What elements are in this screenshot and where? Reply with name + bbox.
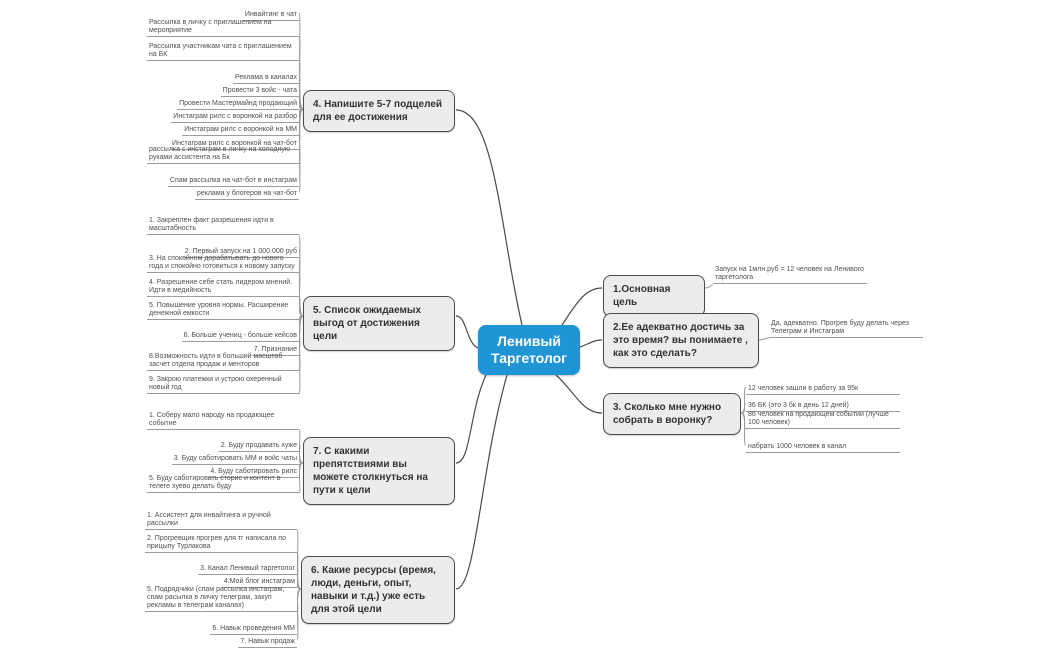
leaf-node[interactable]: 4. Разрешение себе стать лидером мнений. Идти в медийность bbox=[147, 279, 299, 297]
leaf-item bbox=[145, 512, 297, 530]
leaf-node[interactable]: Провести Мастермайнд продающий bbox=[177, 100, 299, 110]
leaf-item bbox=[147, 475, 299, 493]
leaf-node[interactable]: 1. Закреплен факт разрешения идти в масштабность bbox=[147, 217, 299, 235]
leaf-item bbox=[147, 376, 299, 394]
leaf-item bbox=[746, 435, 900, 453]
leaf-node[interactable]: реклама у блогеров на чат-бот bbox=[195, 190, 299, 200]
leaf-node[interactable]: 7. Навык продаж bbox=[238, 638, 297, 648]
leaf-node[interactable]: 4.Мой блог инстаграм bbox=[222, 578, 297, 588]
leaf-node[interactable]: 2. Буду продавать хуже bbox=[219, 442, 299, 452]
leaf-node[interactable]: Провести 3 войс - чата bbox=[221, 87, 299, 97]
leaf-node[interactable]: 86 человек на продающем событии (лучше 100 человек) bbox=[746, 411, 900, 429]
leaf-item bbox=[147, 302, 299, 320]
leaf-item bbox=[238, 630, 297, 648]
leaf-node[interactable]: 1. Соберу мало народу на продающее событие bbox=[147, 412, 299, 430]
leaf-node[interactable]: Инстаграм рилс с воронкой на чат-бот bbox=[170, 140, 299, 150]
leaf-node[interactable]: 36 БК (это 3 бк в день 12 дней) bbox=[746, 402, 900, 412]
topic-obstacles[interactable]: 7. С какими препятствиями вы можете столкнуться на пути к цели bbox=[303, 437, 455, 505]
leaf-node[interactable]: Запуск на 1млн.руб = 12 человек на Ленивого таргетолога bbox=[713, 266, 867, 284]
leaf-node[interactable]: 1. Ассистент для инвайтинга и ручной рассылки bbox=[145, 512, 297, 530]
leaf-node[interactable]: Рассылка участникам чата с приглашением на БК bbox=[147, 43, 299, 61]
leaf-item bbox=[769, 320, 923, 338]
leaf-node[interactable]: Инстаграм рилс с воронкой на разбор bbox=[171, 113, 299, 123]
leaf-node[interactable]: Спам рассылка на чат-бот в инстаграм bbox=[168, 177, 299, 187]
leaf-item bbox=[147, 43, 299, 61]
leaf-node[interactable]: 3. На спокойном дорабатывать до нового года и спокойно готовиться к новому запуску bbox=[147, 255, 299, 273]
leaf-node[interactable]: 6. Навык проведения ММ bbox=[210, 625, 297, 635]
topic-adequacy[interactable]: 2.Ее адекватно достичь за это время? вы понимаете , как это сделать? bbox=[603, 313, 759, 368]
leaf-item bbox=[746, 411, 900, 429]
topic-subgoals[interactable]: 4. Напишите 5-7 подцелей для ее достижения bbox=[303, 90, 455, 132]
leaf-item bbox=[746, 377, 900, 395]
leaf-item bbox=[147, 146, 299, 164]
root-topic[interactable]: Ленивый Таргетолог bbox=[478, 325, 580, 375]
leaf-node[interactable]: рассылка с инстаграм в личку на холодную руками ассистента на Бк bbox=[147, 146, 299, 164]
leaf-node[interactable]: 3. Канал Ленивый таргетолог bbox=[198, 565, 297, 575]
leaf-node[interactable]: 3. Буду саботировать ММ и войс чаты bbox=[172, 455, 299, 465]
leaf-node[interactable]: 2. Первый запуск на 1 000 000 руб bbox=[183, 248, 299, 258]
leaf-item bbox=[195, 182, 299, 200]
leaf-node[interactable]: 8.Возможность идти в больший масштаб засчет отдела продаж и менторов bbox=[147, 353, 299, 371]
leaf-node[interactable]: 9. Закрою платежки и устрою охеренный новый год bbox=[147, 376, 299, 394]
leaf-node[interactable]: 5. Буду саботировать сторис и контент в телеге хуево делать буду bbox=[147, 475, 299, 493]
topic-funnel[interactable]: 3. Сколько мне нужно собрать в воронку? bbox=[603, 393, 741, 435]
leaf-node[interactable]: Реклама в каналах bbox=[233, 74, 299, 84]
leaf-item bbox=[145, 586, 297, 612]
topic-resources[interactable]: 6. Какие ресурсы (время, люди, деньги, опыт, навыки и т.д.) уже есть для этой цели bbox=[301, 556, 455, 624]
leaf-item bbox=[147, 279, 299, 297]
leaf-node[interactable]: Инстаграм рилс с воронкой на ММ bbox=[182, 126, 299, 136]
leaf-node[interactable]: 5. Повышение уровня нормы. Расширение денежной емкости bbox=[147, 302, 299, 320]
leaf-item bbox=[147, 217, 299, 235]
leaf-item bbox=[746, 394, 900, 412]
leaf-node[interactable]: 7. Признание bbox=[252, 346, 299, 356]
leaf-item bbox=[147, 255, 299, 273]
leaf-node[interactable]: 12 человек зашли в работу за 95к bbox=[746, 385, 900, 395]
topic-main-goal[interactable]: 1.Основная цель bbox=[603, 275, 705, 317]
leaf-node[interactable]: 5. Подрядчики (спам рассылка инстаграм, спам расылка в личку телеграм, закуп рекламы в телеграм каналах) bbox=[145, 586, 297, 612]
leaf-node[interactable]: Рассылка в личку с приглашением на мероприятие bbox=[147, 19, 299, 37]
topic-benefits[interactable]: 5. Список ожидаемых выгод от достижения цели bbox=[303, 296, 455, 351]
leaf-node[interactable]: 4. Буду саботировать рилс bbox=[208, 468, 299, 478]
leaf-item bbox=[147, 19, 299, 37]
leaf-node[interactable]: Инвайтинг в чат bbox=[243, 11, 299, 21]
leaf-node[interactable]: набрать 1000 человек в канал bbox=[746, 443, 900, 453]
leaf-item bbox=[145, 535, 297, 553]
leaf-item bbox=[147, 412, 299, 430]
leaf-item bbox=[713, 266, 867, 284]
leaf-node[interactable]: 2. Прогревщик прогрев для тг написала по прицыпу Турлакова bbox=[145, 535, 297, 553]
leaf-node[interactable]: Да, адекватно. Прогрев буду делать через Телеграм и Инстаграм bbox=[769, 320, 923, 338]
leaf-item bbox=[147, 353, 299, 371]
leaf-node[interactable]: 6. Больше учениц - больше кейсов bbox=[182, 332, 299, 342]
